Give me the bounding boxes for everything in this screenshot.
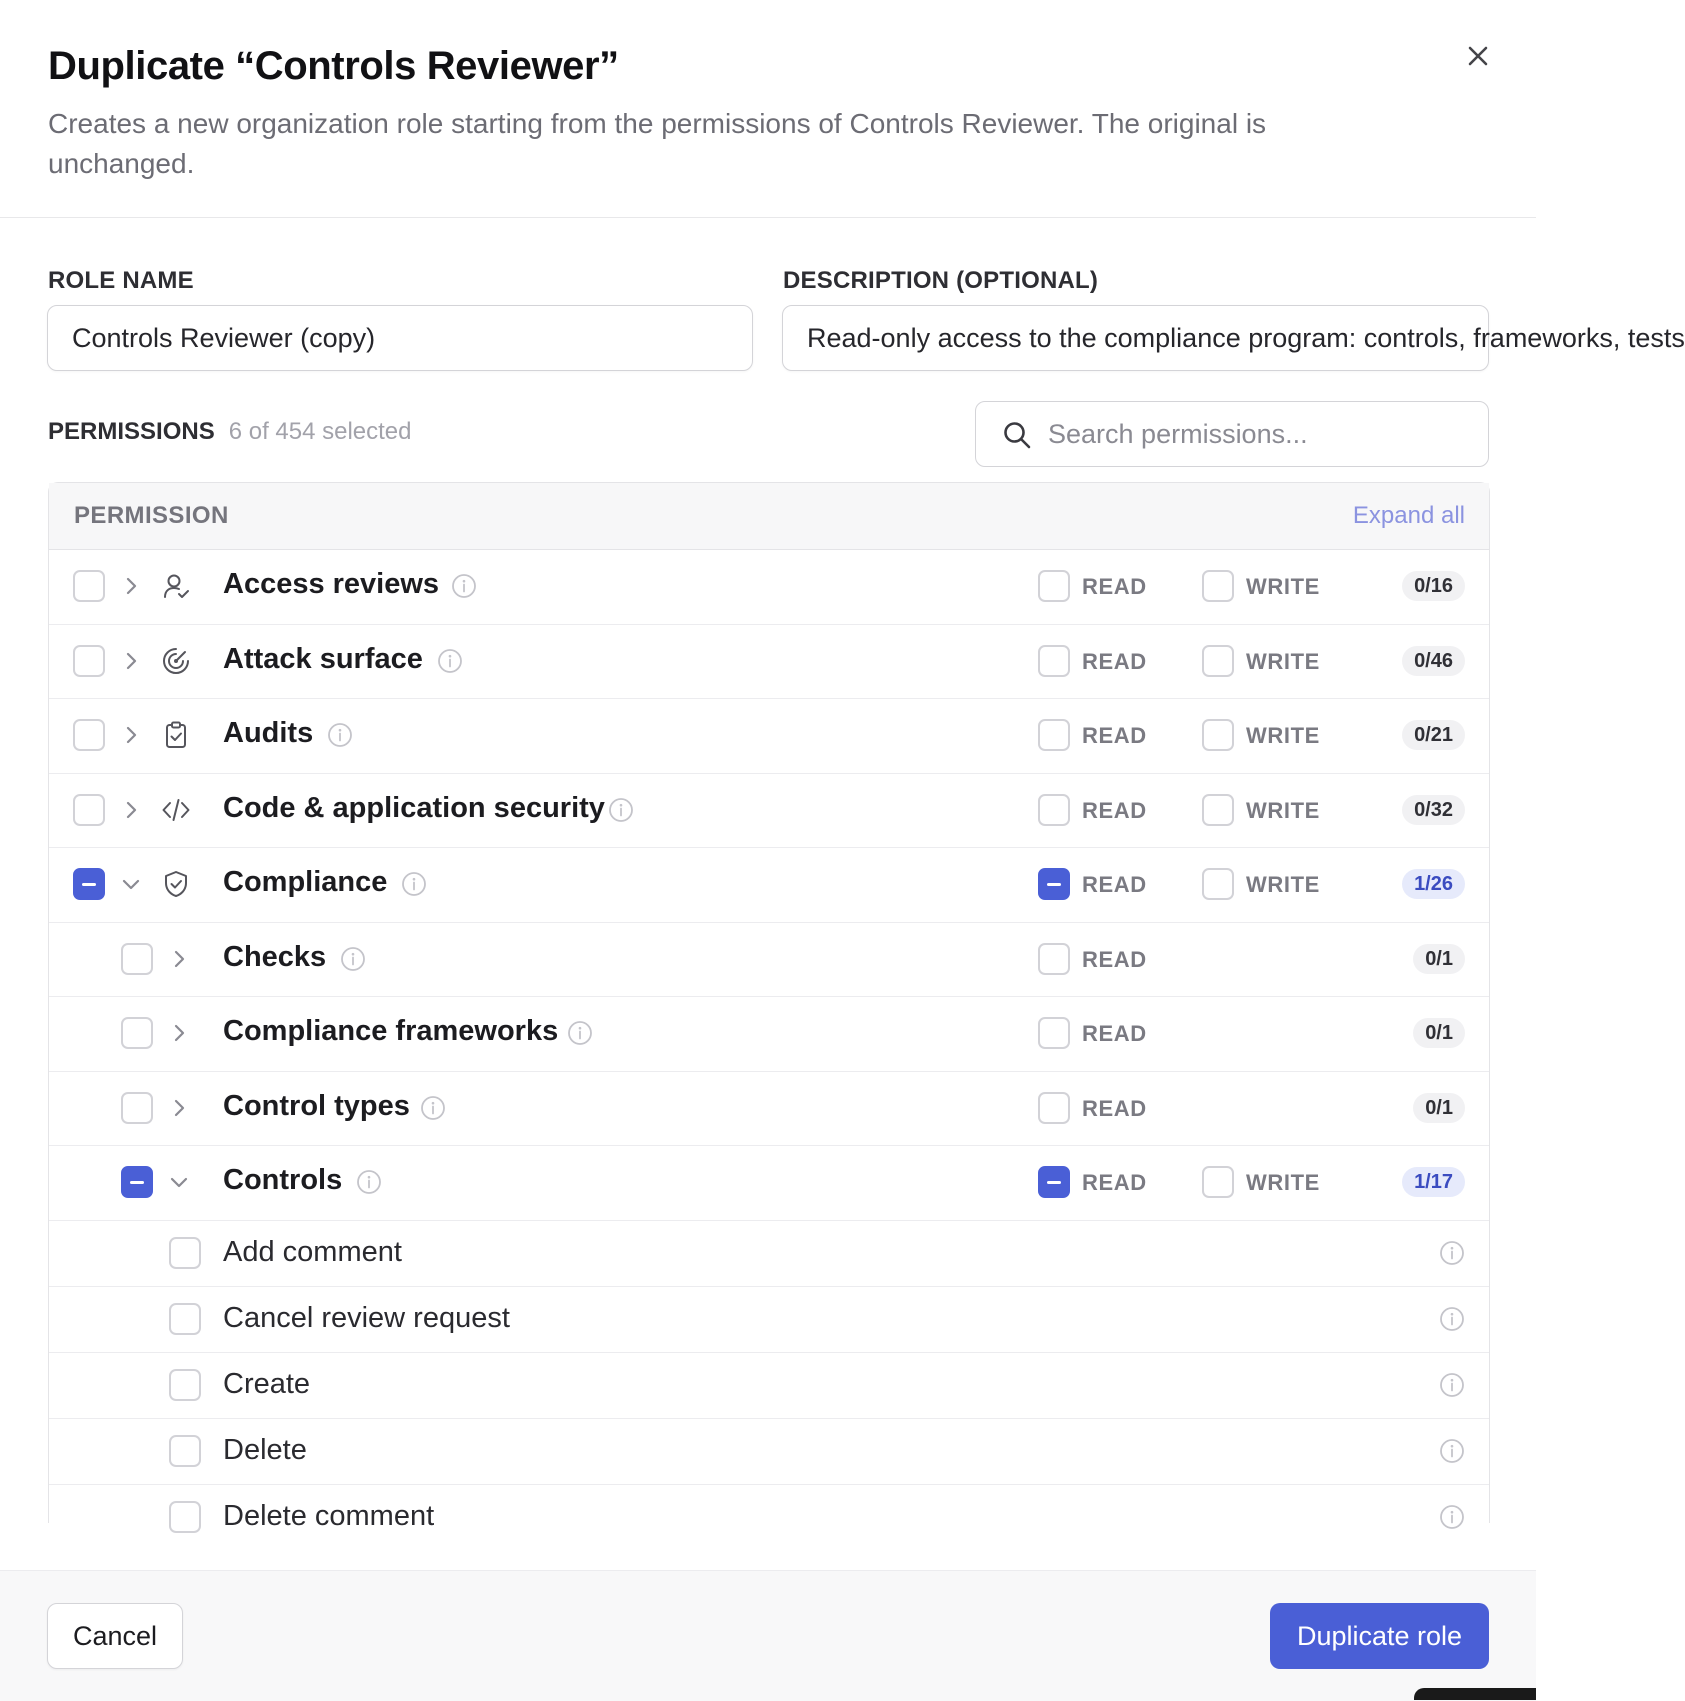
row-checkbox[interactable] [73, 645, 105, 677]
row-name: Compliance [223, 866, 388, 898]
table-header [49, 483, 1489, 550]
write-label: WRITE [1246, 649, 1320, 674]
search-permissions-input[interactable] [975, 401, 1489, 467]
read-label: READ [1082, 574, 1147, 599]
description-input[interactable]: Read-only access to the compliance program: controls, frameworks, tests [782, 305, 1489, 371]
row-name: Control types [223, 1090, 410, 1122]
chevron-right-icon[interactable] [168, 1097, 190, 1119]
window-corner-overlay [1414, 1688, 1536, 1700]
count-badge: 0/32 [1402, 795, 1465, 825]
row-checkbox[interactable] [73, 794, 105, 826]
chevron-right-icon[interactable] [120, 724, 142, 746]
permissions-selected-count: 6 of 454 selected [228, 418, 412, 445]
leaf-checkbox[interactable] [169, 1369, 201, 1401]
read-checkbox[interactable] [1038, 570, 1070, 602]
leaf-name: Create [223, 1368, 311, 1400]
code-icon [161, 795, 191, 825]
role-name-input[interactable]: Controls Reviewer (copy) [47, 305, 753, 371]
chevron-right-icon[interactable] [168, 948, 190, 970]
shield-check-icon [161, 869, 191, 899]
permissions-label: PERMISSIONS [48, 418, 215, 445]
permission-leaf-row[interactable] [49, 1352, 1489, 1419]
row-checkbox[interactable] [121, 1092, 153, 1124]
clipboard-check-icon [161, 720, 191, 750]
permission-row-checks[interactable] [49, 922, 1489, 997]
chevron-right-icon[interactable] [120, 575, 142, 597]
row-checkbox-indeterminate[interactable] [73, 868, 105, 900]
read-checkbox-indeterminate[interactable] [1038, 1166, 1070, 1198]
info-icon[interactable] [1439, 1504, 1465, 1530]
permission-row-code-application-security[interactable] [49, 773, 1489, 848]
write-checkbox[interactable] [1202, 868, 1234, 900]
chevron-down-icon[interactable] [120, 873, 142, 895]
read-label: READ [1082, 872, 1147, 897]
count-badge: 1/17 [1402, 1167, 1465, 1197]
count-badge: 0/16 [1402, 571, 1465, 601]
info-icon[interactable] [327, 722, 353, 748]
count-badge: 0/1 [1413, 1018, 1465, 1048]
row-checkbox[interactable] [121, 1017, 153, 1049]
write-checkbox[interactable] [1202, 1166, 1234, 1198]
write-label: WRITE [1246, 1170, 1320, 1195]
info-icon[interactable] [451, 573, 477, 599]
row-checkbox[interactable] [73, 570, 105, 602]
role-name-label: ROLE NAME [48, 267, 194, 294]
leaf-name: Delete comment [223, 1500, 435, 1532]
read-checkbox[interactable] [1038, 645, 1070, 677]
info-icon[interactable] [608, 797, 634, 823]
info-icon[interactable] [1439, 1438, 1465, 1464]
permissions-table [48, 482, 1490, 1532]
permission-leaf-row[interactable] [49, 1220, 1489, 1287]
read-label: READ [1082, 1021, 1147, 1046]
permission-leaf-row[interactable] [49, 1418, 1489, 1485]
chevron-right-icon[interactable] [120, 650, 142, 672]
row-name: Code & application security [223, 792, 605, 824]
permission-row-attack-surface[interactable] [49, 624, 1489, 699]
read-label: READ [1082, 1170, 1147, 1195]
read-label: READ [1082, 649, 1147, 674]
write-label: WRITE [1246, 723, 1320, 748]
write-checkbox[interactable] [1202, 794, 1234, 826]
count-badge: 0/46 [1402, 646, 1465, 676]
read-checkbox-indeterminate[interactable] [1038, 868, 1070, 900]
leaf-checkbox[interactable] [169, 1303, 201, 1335]
permission-row-controls[interactable] [49, 1145, 1489, 1221]
read-label: READ [1082, 1096, 1147, 1121]
row-checkbox-indeterminate[interactable] [121, 1166, 153, 1198]
write-label: WRITE [1246, 798, 1320, 823]
row-name: Access reviews [223, 568, 440, 600]
user-check-icon [161, 571, 191, 601]
description-label: DESCRIPTION (OPTIONAL) [783, 267, 1099, 294]
dialog-subtitle: Creates a new organization role starting from the permissions of Controls Reviewer. The original is unchanged. [48, 108, 1267, 179]
row-name: Audits [223, 717, 314, 749]
info-icon[interactable] [356, 1169, 382, 1195]
info-icon[interactable] [340, 946, 366, 972]
read-checkbox[interactable] [1038, 719, 1070, 751]
write-checkbox[interactable] [1202, 719, 1234, 751]
info-icon[interactable] [1439, 1372, 1465, 1398]
read-label: READ [1082, 723, 1147, 748]
chevron-right-icon[interactable] [168, 1022, 190, 1044]
row-checkbox[interactable] [121, 943, 153, 975]
row-checkbox[interactable] [73, 719, 105, 751]
permission-row-compliance[interactable] [49, 847, 1489, 923]
row-name: Attack surface [223, 643, 423, 675]
column-header-permission: PERMISSION [74, 502, 229, 529]
duplicate-role-button[interactable]: Duplicate role [1270, 1603, 1489, 1669]
dialog-header [0, 0, 1536, 218]
radar-icon [161, 646, 191, 676]
search-placeholder: Search permissions... [1048, 419, 1308, 449]
count-badge: 0/1 [1413, 1093, 1465, 1123]
row-name: Controls [223, 1164, 343, 1196]
count-badge: 0/21 [1402, 720, 1465, 750]
read-checkbox[interactable] [1038, 1017, 1070, 1049]
write-label: WRITE [1246, 574, 1320, 599]
permission-row-compliance-frameworks[interactable] [49, 996, 1489, 1072]
permissions-heading [48, 418, 412, 446]
permission-row-audits[interactable] [49, 698, 1489, 774]
chevron-right-icon[interactable] [120, 799, 142, 821]
info-icon[interactable] [437, 648, 463, 674]
leaf-checkbox[interactable] [169, 1435, 201, 1467]
permission-row-control-types[interactable] [49, 1071, 1489, 1146]
info-icon[interactable] [420, 1095, 446, 1121]
read-checkbox[interactable] [1038, 794, 1070, 826]
info-icon[interactable] [401, 871, 427, 897]
permission-row-access-reviews[interactable] [49, 549, 1489, 625]
close-icon[interactable] [1462, 40, 1494, 72]
leaf-name: Cancel review request [223, 1302, 510, 1334]
row-name: Compliance frameworks [223, 1015, 559, 1047]
read-checkbox[interactable] [1038, 1092, 1070, 1124]
read-checkbox[interactable] [1038, 943, 1070, 975]
read-label: READ [1082, 798, 1147, 823]
info-icon[interactable] [1439, 1240, 1465, 1266]
write-checkbox[interactable] [1202, 645, 1234, 677]
dialog-title: Duplicate “Controls Reviewer” [48, 44, 619, 88]
count-badge: 0/1 [1413, 944, 1465, 974]
leaf-checkbox[interactable] [169, 1237, 201, 1269]
permission-leaf-row[interactable] [49, 1286, 1489, 1353]
leaf-name: Add comment [223, 1236, 402, 1268]
info-icon[interactable] [1439, 1306, 1465, 1332]
leaf-name: Delete [223, 1434, 307, 1466]
read-label: READ [1082, 947, 1147, 972]
write-label: WRITE [1246, 872, 1320, 897]
leaf-checkbox[interactable] [169, 1501, 201, 1533]
expand-all-link[interactable]: Expand all [1352, 502, 1465, 529]
count-badge: 1/26 [1402, 869, 1465, 899]
search-icon [1002, 420, 1032, 450]
chevron-down-icon[interactable] [168, 1171, 190, 1193]
info-icon[interactable] [567, 1020, 593, 1046]
cancel-button[interactable]: Cancel [47, 1603, 183, 1669]
write-checkbox[interactable] [1202, 570, 1234, 602]
permission-leaf-row[interactable] [49, 1484, 1489, 1550]
row-name: Checks [223, 941, 327, 973]
